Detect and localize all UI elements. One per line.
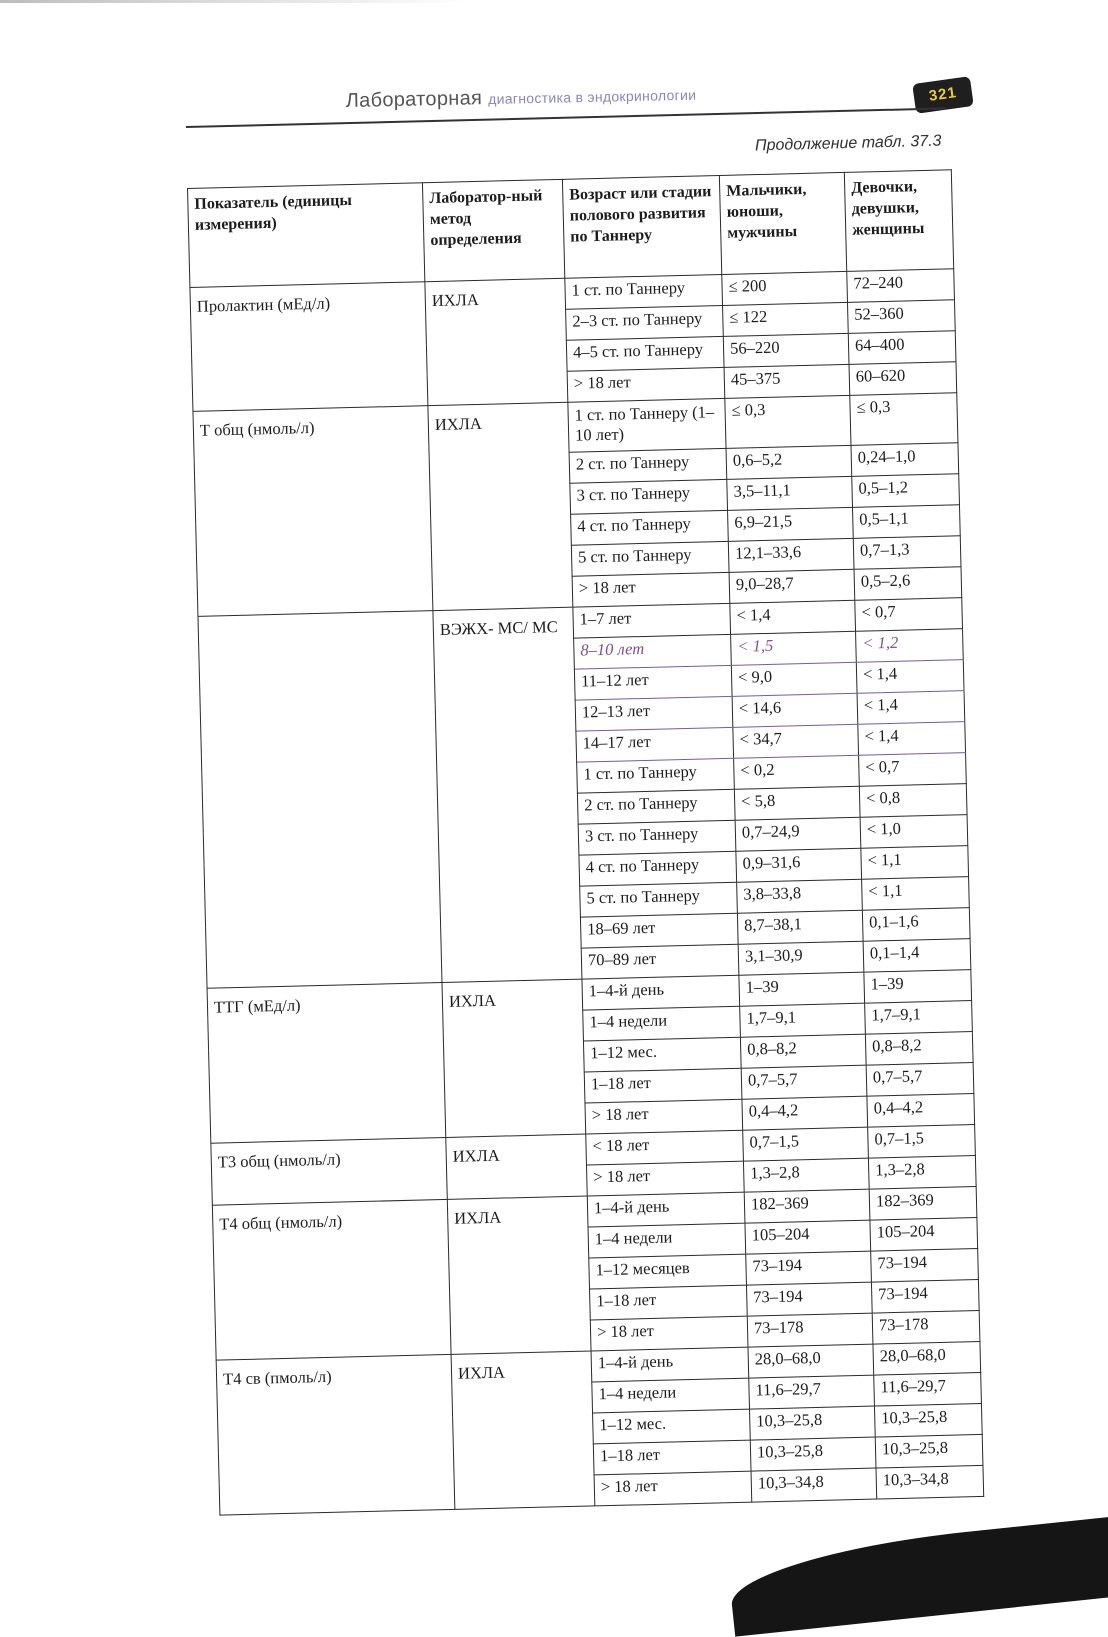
age-cell: > 18 лет <box>567 367 725 402</box>
female-value-cell: 0,7–5,7 <box>866 1063 974 1097</box>
female-value-cell: < 1,4 <box>858 722 966 756</box>
age-cell: 1–12 месяцев <box>589 1254 747 1289</box>
age-cell: > 18 лет <box>594 1471 752 1506</box>
male-value-cell: < 5,8 <box>734 786 860 820</box>
female-value-cell: 0,7–1,5 <box>868 1125 976 1159</box>
male-value-cell: ≤ 200 <box>722 271 848 305</box>
female-value-cell: 0,1–1,4 <box>863 939 971 973</box>
female-value-cell: 0,4–4,2 <box>867 1094 975 1128</box>
reference-table-container <box>187 169 984 1515</box>
female-value-cell: 0,1–1,6 <box>862 908 970 942</box>
age-cell: 3 ст. по Таннеру <box>570 479 728 514</box>
male-value-cell: 0,7–5,7 <box>741 1065 867 1099</box>
male-value-cell: 0,7–1,5 <box>743 1127 869 1161</box>
female-value-cell: < 1,2 <box>856 629 964 663</box>
male-value-cell: 1–39 <box>739 972 865 1006</box>
male-value-cell: < 0,2 <box>734 755 860 789</box>
male-value-cell: < 14,6 <box>732 693 858 727</box>
female-value-cell: 10,3–34,8 <box>876 1465 984 1499</box>
age-cell: 1–7 лет <box>573 603 731 638</box>
age-cell: 1–4 недели <box>592 1378 750 1413</box>
male-value-cell: 9,0–28,7 <box>729 569 855 603</box>
male-value-cell: 12,1–33,6 <box>728 538 854 572</box>
reference-values-table <box>187 169 984 1515</box>
method-cell: ИХЛА <box>446 1134 587 1199</box>
female-value-cell: 1–39 <box>864 970 972 1004</box>
male-value-cell: 10,3–25,8 <box>750 1437 876 1471</box>
column-header-method: Лаборатор-ный метод определения <box>422 179 564 281</box>
female-value-cell: 64–400 <box>848 331 956 365</box>
male-value-cell: 0,8–8,2 <box>740 1034 866 1068</box>
male-value-cell: 3,5–11,1 <box>727 476 853 510</box>
method-cell: ИХЛА <box>442 979 586 1137</box>
female-value-cell: 105–204 <box>870 1218 978 1252</box>
female-value-cell: 60–620 <box>849 362 957 396</box>
indicator-cell: Т4 общ (нмоль/л) <box>212 1199 451 1360</box>
female-value-cell: 0,24–1,0 <box>851 443 959 477</box>
running-title: Лабораторная <box>345 87 483 113</box>
male-value-cell: 0,6–5,2 <box>726 445 852 479</box>
female-value-cell: 1,3–2,8 <box>868 1156 976 1190</box>
female-value-cell: 10,3–25,8 <box>874 1403 982 1437</box>
male-value-cell: < 34,7 <box>733 724 859 758</box>
male-value-cell: 1,3–2,8 <box>743 1158 869 1192</box>
female-value-cell: 72–240 <box>847 269 955 303</box>
age-cell: 1–4-й день <box>582 975 740 1010</box>
age-cell: 1–12 мес. <box>583 1037 741 1072</box>
age-cell: 3 ст. по Таннеру <box>578 820 736 855</box>
age-cell: 12–13 лет <box>575 696 733 731</box>
male-value-cell: 10,3–34,8 <box>751 1468 877 1502</box>
table-caption: Продолжение табл. 37.3 <box>754 132 942 155</box>
female-value-cell: 73–194 <box>871 1279 979 1313</box>
female-value-cell: 0,8–8,2 <box>865 1032 973 1066</box>
male-value-cell: ≤ 122 <box>723 302 849 336</box>
top-edge-shadow <box>0 0 470 3</box>
female-value-cell: 0,5–1,1 <box>853 505 961 539</box>
age-cell: 4–5 ст. по Таннеру <box>566 336 724 371</box>
header-rule <box>186 107 946 128</box>
method-cell: ИХЛА <box>451 1351 595 1509</box>
male-value-cell: 1,7–9,1 <box>740 1003 866 1037</box>
age-cell: 1–4-й день <box>591 1347 749 1382</box>
age-cell: 1–18 лет <box>584 1068 742 1103</box>
indicator-cell: ТТГ (мЕд/л) <box>207 983 446 1144</box>
age-cell: 1 ст. по Таннеру (1–10 лет) <box>568 398 726 452</box>
indicator-cell <box>198 611 442 989</box>
female-value-cell: 10,3–25,8 <box>875 1434 983 1468</box>
method-cell: ИХЛА <box>425 278 568 405</box>
scan-shadow <box>727 1515 1108 1636</box>
male-value-cell: ≤ 0,3 <box>725 395 851 448</box>
indicator-cell: Т4 св (пмоль/л) <box>216 1354 455 1515</box>
age-cell: 1–4 недели <box>588 1223 746 1258</box>
male-value-cell: 3,1–30,9 <box>738 941 864 975</box>
male-value-cell: 11,6–29,7 <box>749 1375 875 1409</box>
age-cell: 2 ст. по Таннеру <box>577 789 735 824</box>
age-cell: 5 ст. по Таннеру <box>580 882 738 917</box>
column-header-indicator: Показатель (единицы измерения) <box>188 183 425 288</box>
method-cell: ИХЛА <box>428 402 573 610</box>
page-number-badge: 321 <box>912 76 974 114</box>
age-cell: 1 ст. по Таннеру <box>577 758 735 793</box>
male-value-cell: < 1,4 <box>730 600 856 634</box>
female-value-cell: ≤ 0,3 <box>850 393 958 446</box>
age-cell: 5 ст. по Таннеру <box>571 541 729 576</box>
age-cell: 18–69 лет <box>580 913 738 948</box>
female-value-cell: < 1,0 <box>860 815 968 849</box>
female-value-cell: 0,7–1,3 <box>853 536 961 570</box>
male-value-cell: 3,8–33,8 <box>737 879 863 913</box>
female-value-cell: 73–178 <box>872 1310 980 1344</box>
female-value-cell: 11,6–29,7 <box>874 1372 982 1406</box>
running-subtitle: диагностика в эндокринологии <box>487 86 697 108</box>
male-value-cell: 56–220 <box>723 333 849 367</box>
age-cell: < 18 лет <box>586 1130 744 1165</box>
age-cell: 1–18 лет <box>593 1440 751 1475</box>
age-cell: 2–3 ст. по Таннеру <box>566 305 724 340</box>
female-value-cell: 28,0–68,0 <box>873 1341 981 1375</box>
age-cell: 70–89 лет <box>581 944 739 979</box>
male-value-cell: < 9,0 <box>731 662 857 696</box>
female-value-cell: < 0,8 <box>859 784 967 818</box>
female-value-cell: 52–360 <box>847 300 955 334</box>
age-cell: 1 ст. по Таннеру <box>565 274 723 309</box>
male-value-cell: 105–204 <box>745 1220 871 1254</box>
method-cell: ВЭЖХ- МС/ МС <box>433 607 582 982</box>
female-value-cell: 0,5–1,2 <box>852 474 960 508</box>
male-value-cell: 73–178 <box>747 1313 873 1347</box>
age-cell: 1–4-й день <box>587 1192 745 1227</box>
age-cell: 11–12 лет <box>574 665 732 700</box>
column-header-age: Возраст или стадии полового развития по Таннеру <box>562 175 721 278</box>
female-value-cell: < 1,1 <box>861 846 969 880</box>
male-value-cell: 182–369 <box>744 1189 870 1223</box>
male-value-cell: 0,4–4,2 <box>742 1096 868 1130</box>
age-cell: 1–18 лет <box>590 1285 748 1320</box>
female-value-cell: < 0,7 <box>855 598 963 632</box>
method-cell: ИХЛА <box>447 1196 591 1354</box>
male-value-cell: 0,7–24,9 <box>735 817 861 851</box>
female-value-cell: < 1,4 <box>857 691 965 725</box>
female-value-cell: 73–194 <box>871 1248 979 1282</box>
male-value-cell: 8,7–38,1 <box>737 910 863 944</box>
male-value-cell: 28,0–68,0 <box>748 1344 874 1378</box>
indicator-cell: Пролактин (мЕд/л) <box>190 282 428 412</box>
indicator-cell: Т общ (нмоль/л) <box>193 406 433 617</box>
age-cell: 2 ст. по Таннеру <box>569 448 727 483</box>
age-cell: 1–4 недели <box>583 1006 741 1041</box>
running-head <box>346 83 697 113</box>
male-value-cell: < 1,5 <box>731 631 857 665</box>
male-value-cell: 73–194 <box>746 1251 872 1285</box>
age-cell: 14–17 лет <box>576 727 734 762</box>
table-body <box>190 269 984 1515</box>
table-header-row <box>188 170 954 288</box>
age-cell: 1–12 мес. <box>593 1409 751 1444</box>
age-cell: 8–10 лет <box>574 634 732 669</box>
male-value-cell: 73–194 <box>746 1282 872 1316</box>
female-value-cell: < 1,1 <box>862 877 970 911</box>
age-cell: > 18 лет <box>586 1161 744 1196</box>
female-value-cell: 182–369 <box>869 1187 977 1221</box>
female-value-cell: 1,7–9,1 <box>865 1001 973 1035</box>
female-value-cell: < 1,4 <box>856 660 964 694</box>
age-cell: > 18 лет <box>572 572 730 607</box>
age-cell: 4 ст. по Таннеру <box>571 510 729 545</box>
age-cell: 4 ст. по Таннеру <box>579 851 737 886</box>
female-value-cell: 0,5–2,6 <box>854 567 962 601</box>
indicator-cell: Т3 общ (нмоль/л) <box>211 1137 447 1205</box>
male-value-cell: 45–375 <box>724 364 850 398</box>
column-header-female: Девочки, девушки, женщины <box>844 170 953 272</box>
male-value-cell: 0,9–31,6 <box>736 848 862 882</box>
male-value-cell: 10,3–25,8 <box>750 1406 876 1440</box>
age-cell: > 18 лет <box>585 1099 743 1134</box>
age-cell: > 18 лет <box>590 1316 748 1351</box>
column-header-male: Мальчики, юноши, мужчины <box>719 172 846 274</box>
female-value-cell: < 0,7 <box>859 753 967 787</box>
male-value-cell: 6,9–21,5 <box>728 507 854 541</box>
